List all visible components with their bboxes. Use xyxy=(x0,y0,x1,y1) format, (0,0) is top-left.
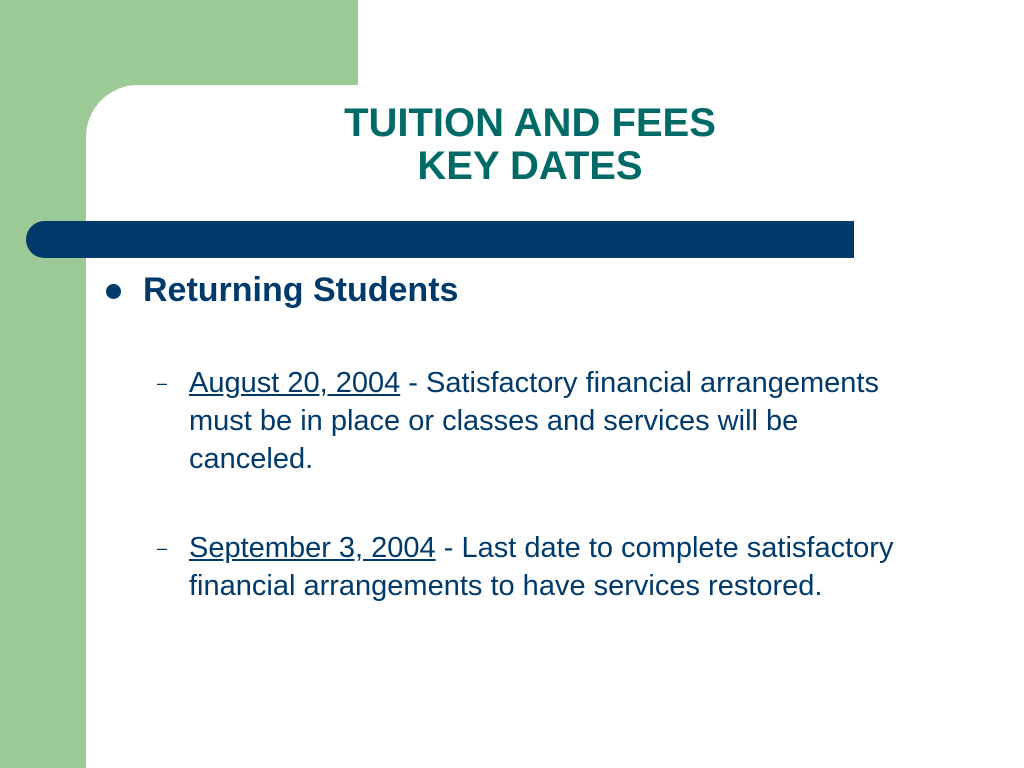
title-line-2: KEY DATES xyxy=(417,144,643,188)
date-link[interactable]: August 20, 2004 xyxy=(189,367,401,399)
date-link[interactable]: September 3, 2004 xyxy=(189,532,436,564)
section-bullet xyxy=(106,268,458,312)
list-item xyxy=(157,364,917,478)
dash-icon: – xyxy=(157,373,168,393)
item-description: - Satisfactory financial arrangements must be in place or classes and services will be canceled. xyxy=(189,367,879,475)
list-item-text xyxy=(189,529,917,605)
divider-bar xyxy=(26,221,854,258)
list-item-text xyxy=(189,364,917,478)
item-description: - Last date to complete satisfactory financial arrangements to have services restored. xyxy=(189,532,894,602)
background-top xyxy=(358,0,1024,90)
list-item xyxy=(157,529,917,605)
dash-icon: – xyxy=(157,538,168,558)
bullet-dot-icon xyxy=(106,284,121,299)
section-heading: Returning Students xyxy=(143,271,459,309)
slide-title xyxy=(230,102,830,188)
title-line-1: TUITION AND FEES xyxy=(344,101,716,145)
